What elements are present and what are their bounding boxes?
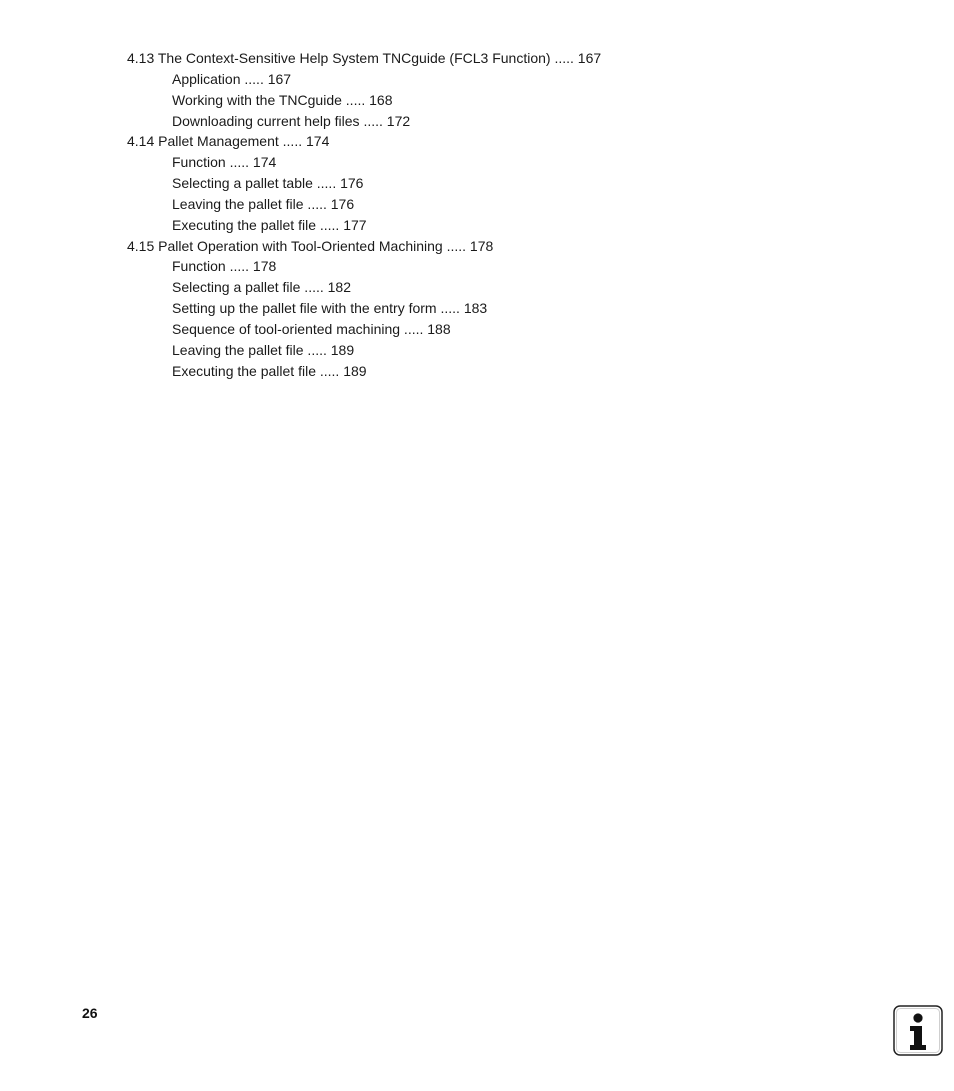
toc-entry-leaving-pallet-file[interactable]: Leaving the pallet file ..... 189	[172, 341, 355, 358]
toc-entry-executing-pallet-file[interactable]: Executing the pallet file ..... 189	[172, 362, 367, 379]
toc-entry-setting-up-pallet-file[interactable]: Setting up the pallet file with the entry form ..... 183	[172, 300, 488, 317]
toc-section-4-14[interactable]: 4.14 Pallet Management ..... 174	[127, 133, 330, 150]
toc-entry-function[interactable]: Function ..... 178	[172, 258, 277, 275]
info-icon	[893, 1005, 943, 1056]
table-of-contents	[127, 48, 887, 382]
toc-entry-selecting-pallet-table[interactable]: Selecting a pallet table ..... 176	[172, 175, 364, 192]
toc-entry-application[interactable]: Application ..... 167	[172, 70, 292, 87]
toc-entry-selecting-pallet-file[interactable]: Selecting a pallet file ..... 182	[172, 279, 351, 296]
toc-entry-tool-oriented-sequence[interactable]: Sequence of tool-oriented machining ..... 188	[172, 320, 451, 337]
toc-section-4-15[interactable]: 4.15 Pallet Operation with Tool-Oriented Machining ..... 178	[127, 237, 494, 254]
page-number: 26	[82, 1005, 98, 1021]
toc-entry-leaving-pallet-file[interactable]: Leaving the pallet file ..... 176	[172, 195, 355, 212]
toc-entry-function[interactable]: Function ..... 174	[172, 154, 277, 171]
toc-entry-downloading-help-files[interactable]: Downloading current help files ..... 172	[172, 112, 411, 129]
toc-entry-executing-pallet-file[interactable]: Executing the pallet file ..... 177	[172, 216, 367, 233]
toc-section-4-13[interactable]: 4.13 The Context-Sensitive Help System TNCguide (FCL3 Function) ..... 167	[127, 50, 602, 66]
toc-entry-working-with-tncguide[interactable]: Working with the TNCguide ..... 168	[172, 91, 393, 108]
